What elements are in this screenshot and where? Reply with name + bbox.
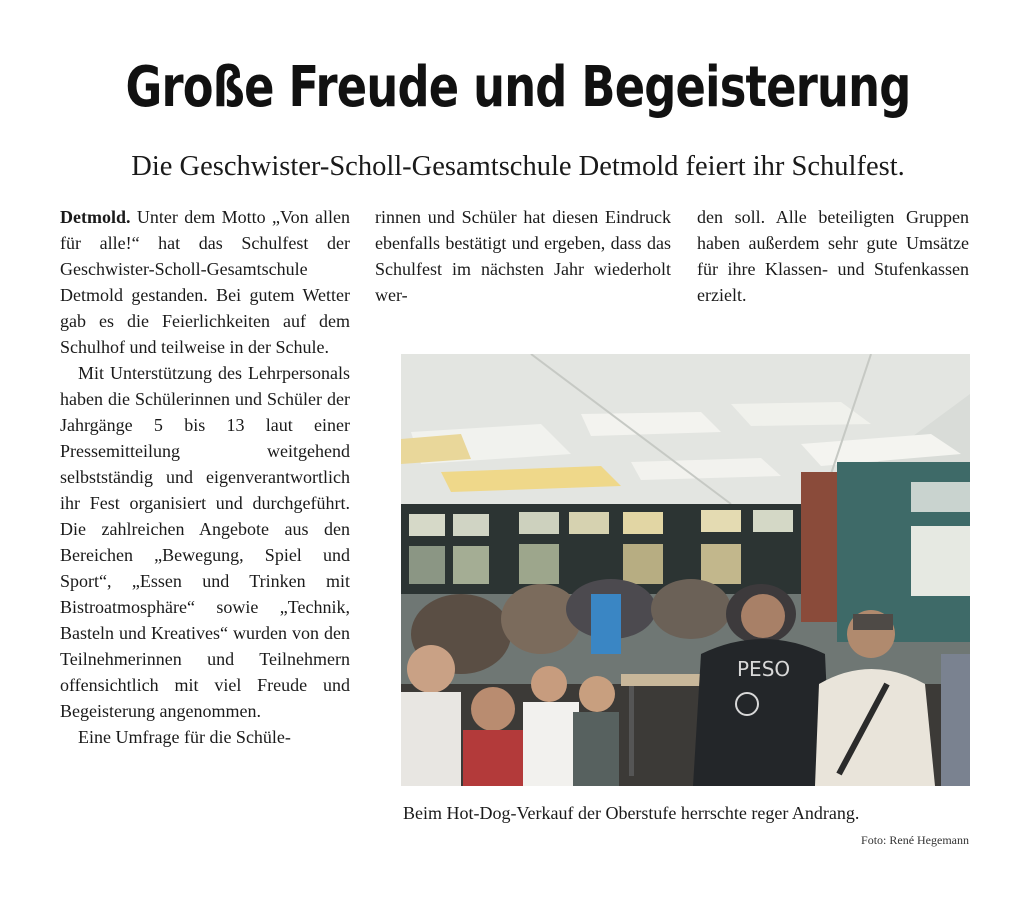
dateline: Detmold. <box>60 207 131 227</box>
hoodie-print: PESO <box>737 657 791 681</box>
photo-caption: Beim Hot-Dog-Verkauf der Oberstufe herrschte reger Andrang. <box>403 803 860 823</box>
paragraph-2: Mit Unterstützung des Lehrpersonals haben die Schülerinnen und Schüler der Jahrgänge 5 bis 13 laut einer Pressemitteilung weitgehend selbstständig und eigenverantwortlich ihr Fest organisiert und durchgeführt. Die zahlreichen Angebote aus den Bereichen „Bewegung, Spiel und Sport“, „Essen und Trinken mit Bistroatmosphäre“ sowie „Technik, Basteln und Kreatives“ wurden von den Teilnehmerinnen und Teilnehmern offensichtlich mit viel Freude und Begeisterung angenommen. <box>60 363 350 721</box>
subheadline: Die Geschwister-Scholl-Gesamtschule Detmold feiert ihr Schulfest. <box>131 151 905 182</box>
article-column-3 <box>697 204 969 308</box>
article-column-1 <box>60 204 350 750</box>
paragraph-3: Eine Umfrage für die Schüle- <box>78 727 291 747</box>
paragraph-continued-2: rinnen und Schüler hat diesen Eindruck ebenfalls bestätigt und ergeben, dass das Schulfest im nächsten Jahr wiederholt wer- <box>375 207 671 305</box>
paragraph-1-text: Unter dem Motto „Von allen für alle!“ hat das Schulfest der Geschwister-Scholl-Gesamtschule Detmold gestanden. Bei gutem Wetter gab es die Feierlichkeiten auf dem Schulhof und teilweise in der Schule. <box>60 207 350 357</box>
photo-credit: Foto: René Hegemann <box>861 833 969 847</box>
crowd-photo <box>401 354 970 786</box>
paragraph-1 <box>60 204 350 360</box>
headline: Große Freude und Begeisterung <box>125 55 911 120</box>
paragraph-continued-3: den soll. Alle beteiligten Gruppen haben außerdem sehr gute Umsätze für ihre Klassen- und Stufenkassen erzielt. <box>697 207 969 305</box>
article-column-2 <box>375 204 671 308</box>
